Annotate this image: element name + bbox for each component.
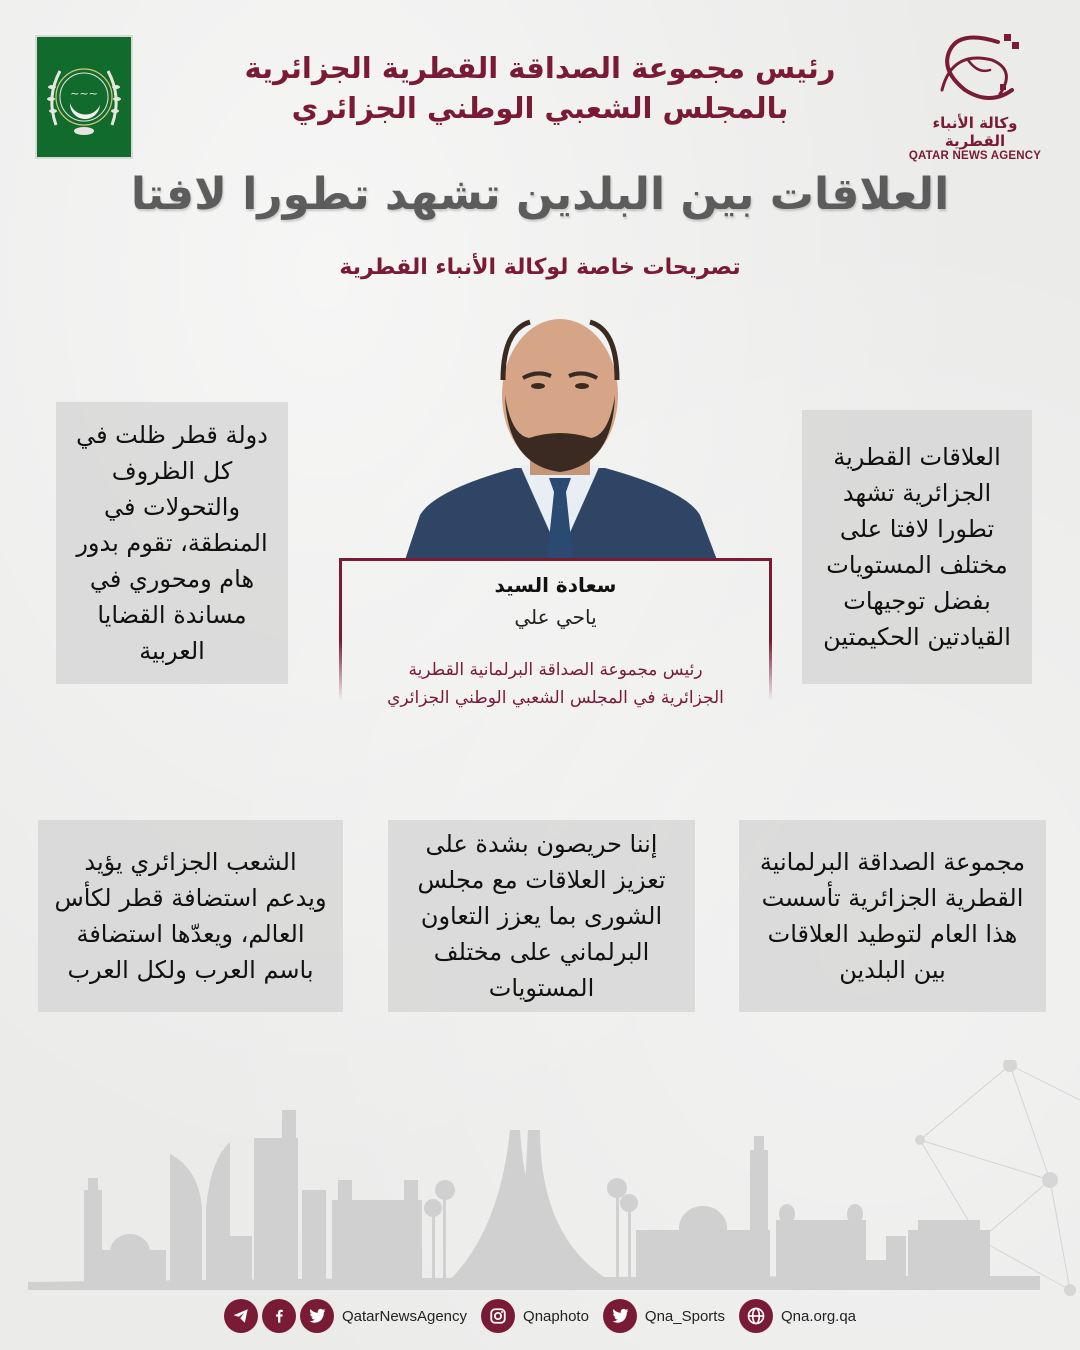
person-name: ياحي علي [514, 605, 597, 629]
city-skyline-illustration [0, 1090, 1080, 1290]
twitter-icon[interactable] [300, 1299, 334, 1333]
qna-logo [905, 30, 1045, 162]
quote-text: مجموعة الصداقة البرلمانية القطرية الجزائرية تأسست هذا العام لتوطيد العلاقات بين البلدين [759, 848, 1026, 984]
headline-line-2: بالمجلس الشعبي الوطني الجزائري [291, 91, 789, 125]
portrait-photo [395, 300, 725, 560]
headline-line-1: رئيس مجموعة الصداقة القطرية الجزائرية [244, 51, 836, 85]
quote-text: إننا حريصون بشدة على تعزيز العلاقات مع مجلس الشورى بما يعزز التعاون البرلماني على مختلف المستويات [417, 830, 666, 1002]
quote-text: الشعب الجزائري يؤيد ويدعم استضافة قطر لكأس العالم، ويعدّها استضافة باسم العرب ولكل العرب [54, 848, 327, 984]
social-label[interactable]: QatarNewsAgency [341, 1307, 468, 1325]
qna-english-name: QATAR NEWS AGENCY [908, 150, 1042, 162]
person-name-block [339, 568, 772, 632]
person-role-line-1: رئيس مجموعة الصداقة البرلمانية القطرية [408, 660, 703, 680]
telegram-icon[interactable] [224, 1299, 258, 1333]
globe-icon[interactable] [739, 1299, 773, 1333]
person-role [339, 656, 772, 712]
social-group-qnaphoto[interactable] [481, 1299, 589, 1333]
quote-box-top-left [56, 402, 288, 684]
social-group-website[interactable] [739, 1299, 856, 1333]
person-role-line-2: الجزائرية في المجلس الشعبي الوطني الجزائري [387, 688, 724, 708]
quote-text: العلاقات القطرية الجزائرية تشهد تطورا لافتا على مختلف المستويات بفضل توجيهات القيادتين الحكيمتين [823, 443, 1011, 651]
social-group-qna-sports[interactable] [603, 1299, 725, 1333]
social-label[interactable]: Qnaphoto [523, 1307, 589, 1325]
quote-box-bottom-left [38, 820, 343, 1012]
social-footer [0, 1296, 1080, 1336]
qna-logo-icon [920, 30, 1030, 108]
quote-box-bottom-right [739, 820, 1046, 1012]
person-honorific: سعادة السيد [494, 573, 617, 597]
instagram-icon[interactable] [481, 1299, 515, 1333]
facebook-icon[interactable] [262, 1299, 296, 1333]
headline [180, 48, 900, 128]
social-group-qatarnewsagency[interactable] [224, 1299, 467, 1333]
sub-title: تصريحات خاصة لوكالة الأنباء القطرية [339, 255, 741, 280]
svg-text:~~~: ~~~ [70, 87, 98, 100]
main-title: العلاقات بين البلدين تشهد تطورا لافتا [130, 169, 950, 220]
twitter-icon[interactable] [603, 1299, 637, 1333]
quote-text: دولة قطر ظلت في كل الظروف والتحولات في المنطقة، تقوم بدور هام ومحوري في مساندة القضايا العربية [76, 421, 268, 665]
qna-arabic-name: وكالة الأنباء القطرية [932, 114, 1018, 150]
arab-league-logo [35, 35, 133, 159]
social-label[interactable]: Qna.org.qa [780, 1307, 857, 1325]
arab-league-emblem-icon [42, 47, 126, 147]
quote-box-bottom-center [388, 820, 695, 1012]
social-label[interactable]: Qna_Sports [644, 1307, 725, 1325]
quote-box-top-right [802, 410, 1032, 684]
